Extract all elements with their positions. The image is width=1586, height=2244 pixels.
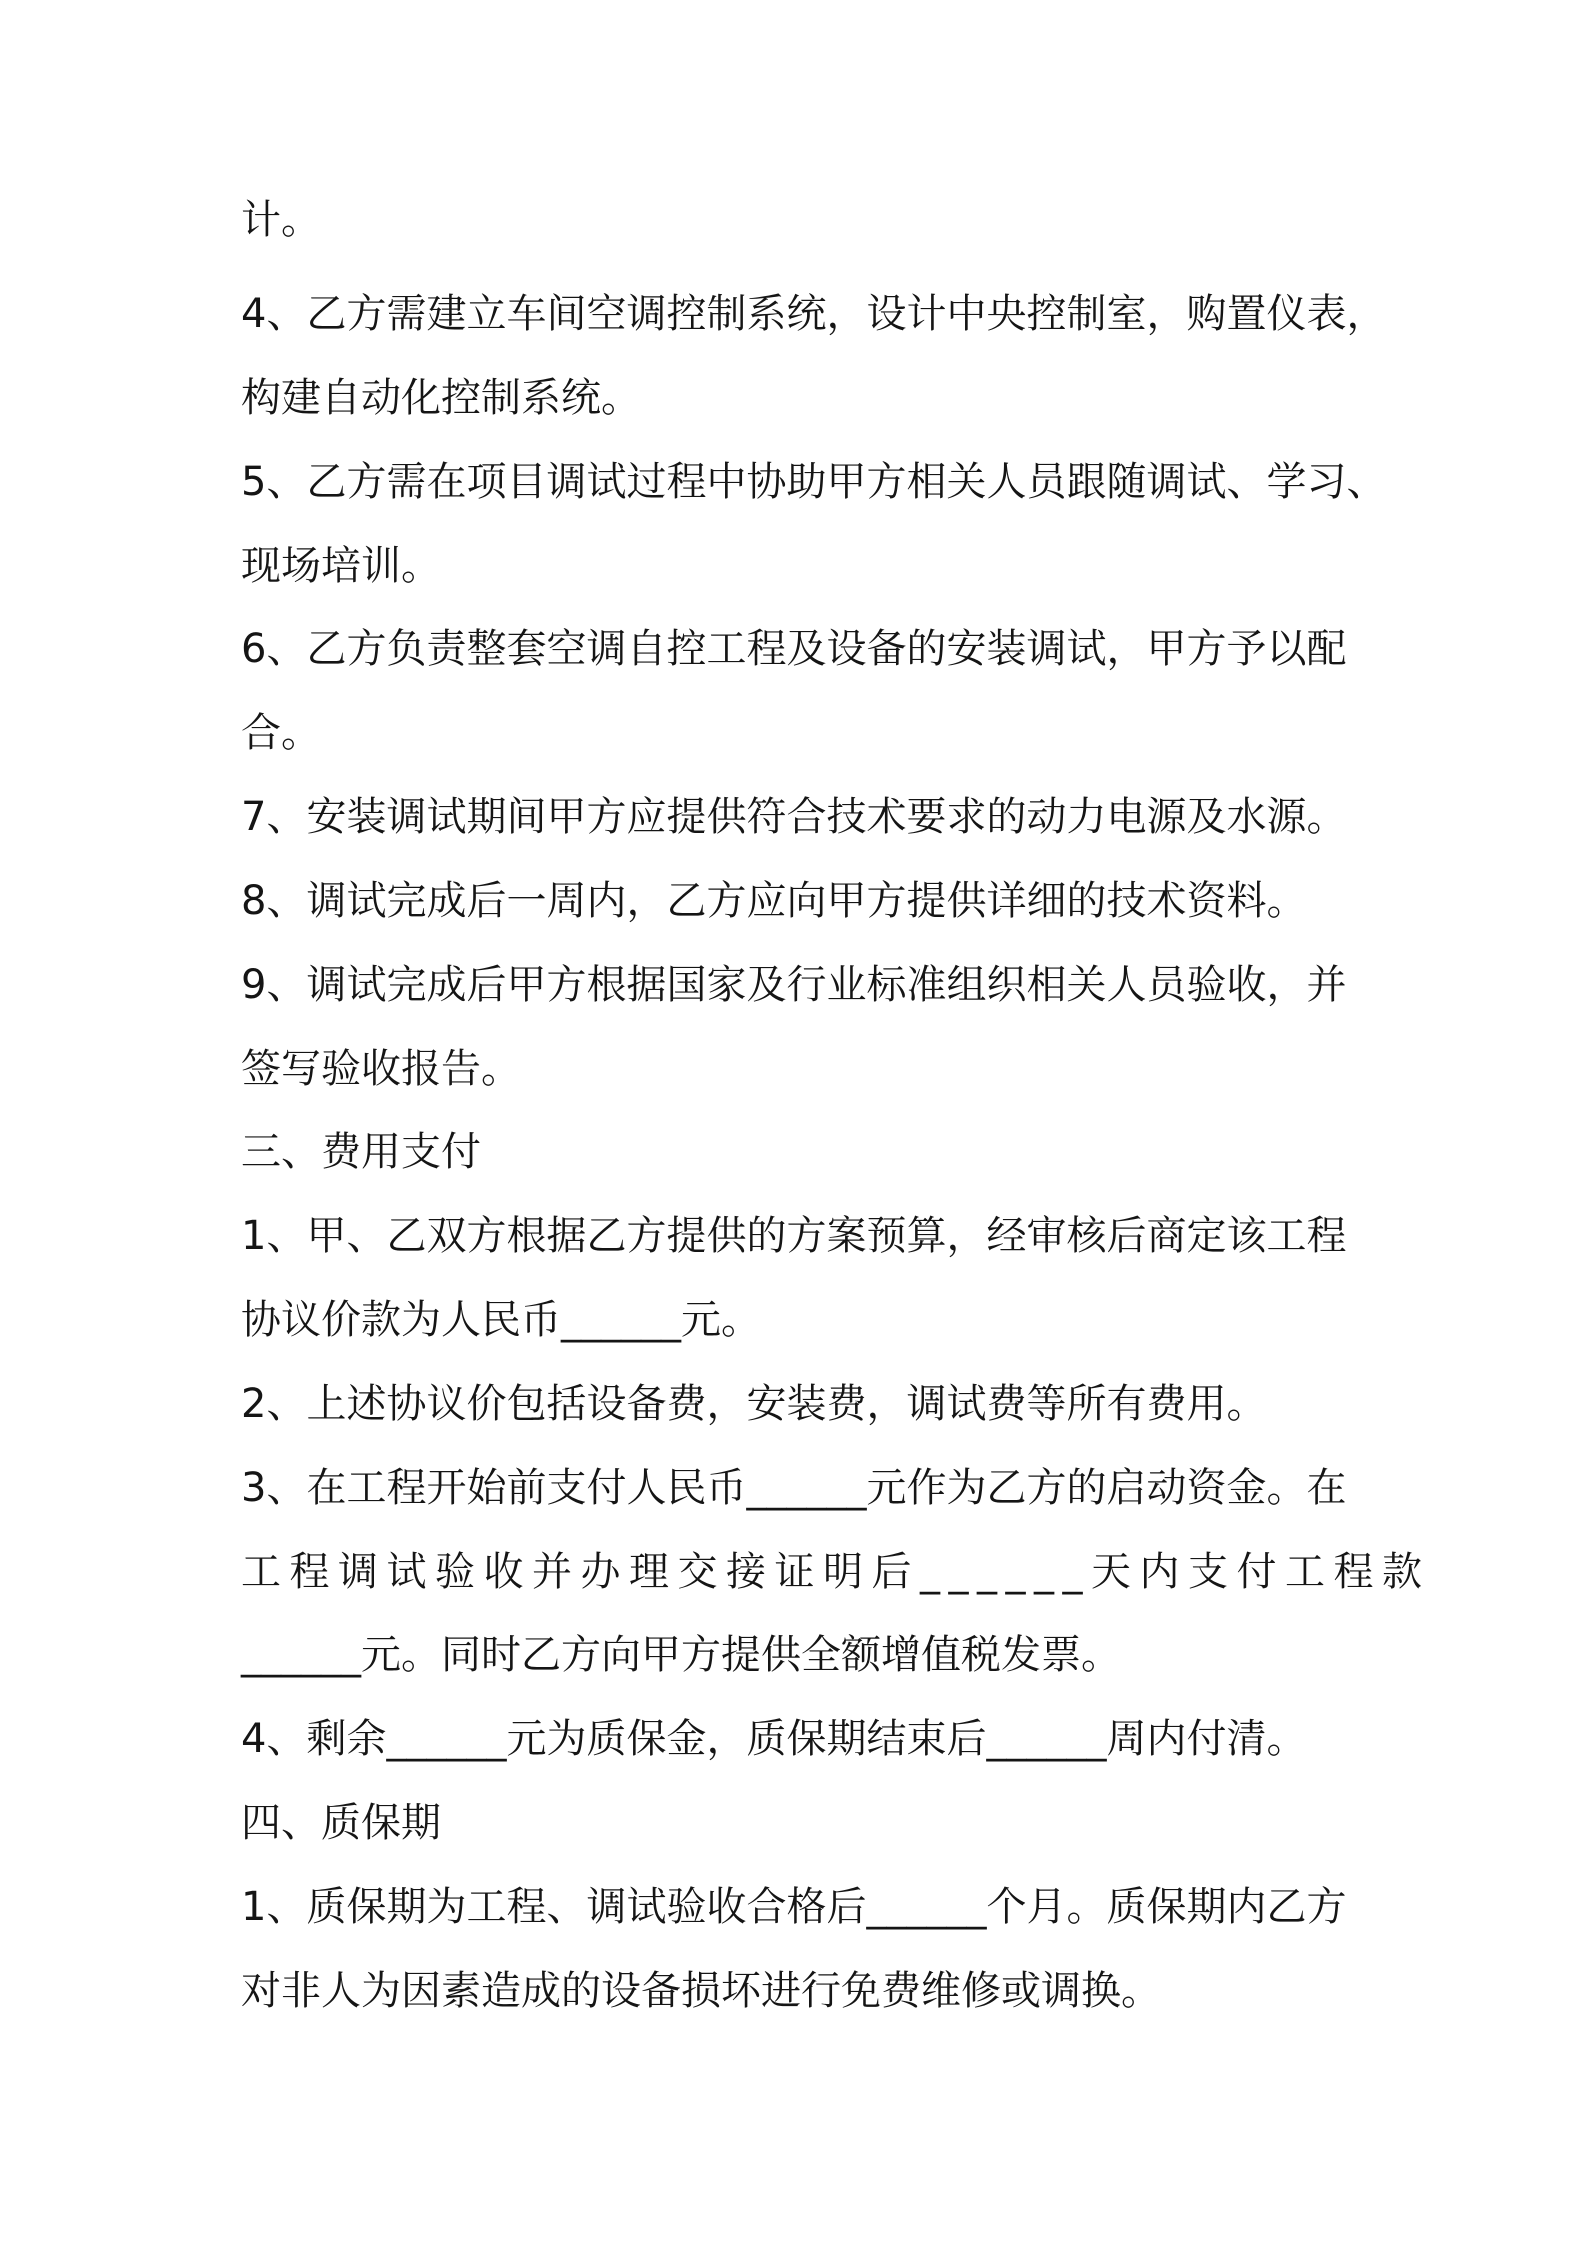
text-line-19: 4、剩余______元为质保金，质保期结束后______周内付清。 xyxy=(241,1716,1307,1762)
section-heading-warranty: 四、质保期 xyxy=(241,1800,441,1846)
text-line-14: 协议价款为人民币______元。 xyxy=(241,1297,761,1343)
text-line-18: ______元。同时乙方向甲方提供全额增值税发票。 xyxy=(241,1632,1121,1678)
text-line-17: 工程调试验收并办理交接证明后______天内支付工程款 xyxy=(241,1549,1431,1595)
text-line-4: 5、乙方需在项目调试过程中协助甲方相关人员跟随调试、学习、 xyxy=(241,459,1387,505)
text-line-13: 1、甲、乙双方根据乙方提供的方案预算，经审核后商定该工程 xyxy=(241,1213,1347,1259)
text-line-5: 现场培训。 xyxy=(241,543,441,589)
text-line-21: 1、质保期为工程、调试验收合格后______个月。质保期内乙方 xyxy=(241,1884,1347,1930)
text-line-15: 2、上述协议价包括设备费，安装费，调试费等所有费用。 xyxy=(241,1381,1267,1427)
text-line-11: 签写验收报告。 xyxy=(241,1046,521,1092)
text-line-2: 4、乙方需建立车间空调控制系统，设计中央控制室，购置仪表， xyxy=(241,291,1387,337)
section-heading-payment: 三、费用支付 xyxy=(241,1129,481,1175)
text-line-7: 合。 xyxy=(241,710,321,756)
text-line-8: 7、安装调试期间甲方应提供符合技术要求的动力电源及水源。 xyxy=(241,794,1347,840)
text-line-1: 计。 xyxy=(241,197,321,243)
text-line-10: 9、调试完成后甲方根据国家及行业标准组织相关人员验收，并 xyxy=(241,962,1347,1008)
text-line-9: 8、调试完成后一周内，乙方应向甲方提供详细的技术资料。 xyxy=(241,878,1307,924)
text-line-6: 6、乙方负责整套空调自控工程及设备的安装调试，甲方予以配 xyxy=(241,626,1347,672)
text-line-22: 对非人为因素造成的设备损坏进行免费维修或调换。 xyxy=(241,1968,1161,2014)
text-line-16: 3、在工程开始前支付人民币______元作为乙方的启动资金。在 xyxy=(241,1465,1347,1511)
text-line-3: 构建自动化控制系统。 xyxy=(241,375,641,421)
